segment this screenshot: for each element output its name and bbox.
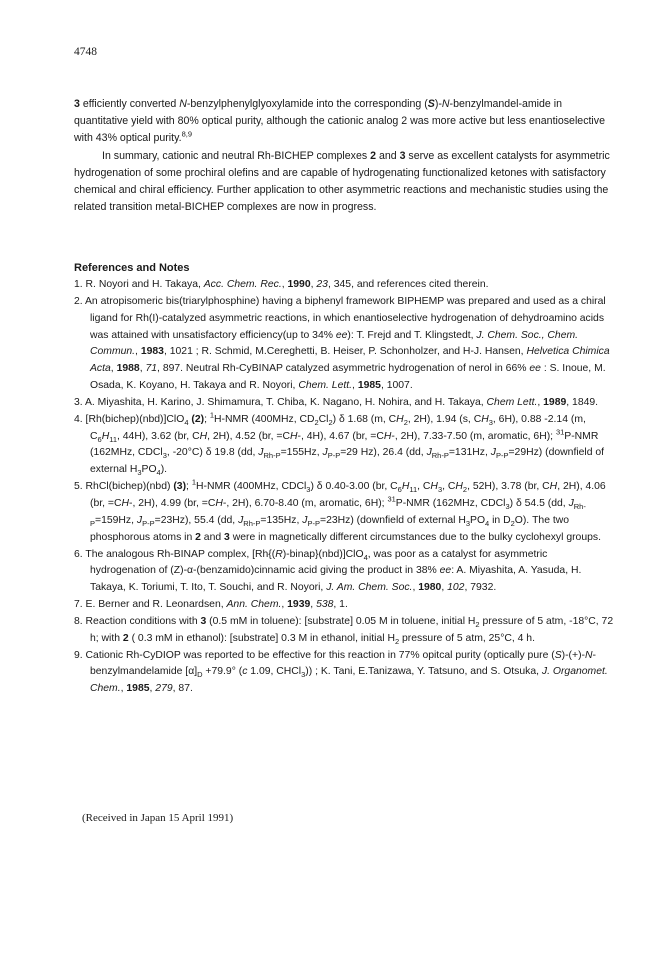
reference-item: 7. E. Berner and R. Leonardsen, Ann. Chem., 1939, 538, 1. bbox=[74, 599, 348, 611]
reference-item: 9. Cationic Rh-CyDIOP was reported to be effective for this reaction in 77% opitcal purity (optically pure (S)-(+)-N-benzylmandelamide $[\alpha]_D +79.9^\circ$ (c 1.09, CHCl$_3$)) ; K. Tani, E.Tanizawa, Y. Tatsuno, and S. Otsuka, J. Organomet. Chem., 1985, 279, 87. bbox=[74, 649, 608, 695]
reference-list bbox=[74, 277, 614, 698]
paragraph: In summary, cationic and neutral Rh-BICHEP complexes 2 and 3 serve as excellent catalysts for asymmetric hydrogenation of some prochiral olefins and are capable of hydrogenating functionalized ketones with satisfactory chemical and chiral efficiency. Further application to other asymmetric reactions and mechanistic studies using the related transition metal-BICHEP complexes are now in progress. bbox=[74, 149, 610, 214]
references-heading: References and Notes bbox=[74, 262, 190, 274]
page-number: 4748 bbox=[74, 46, 97, 58]
reference-item: 3. A. Miyashita, H. Karino, J. Shimamura, T. Chiba, K. Nagano, H. Nohira, and H. Takaya, Chem Lett., 1989, 1849. bbox=[74, 396, 599, 408]
body-text bbox=[74, 96, 614, 216]
reference-item: 1. R. Noyori and H. Takaya, Acc. Chem. Rec., 1990, 23, 345, and references cited therein. bbox=[74, 279, 489, 290]
reference-item: 6. The analogous Rh-BINAP complex, [Rh{(R)-binap}(nbd)]ClO$_4$, was poor as a catalyst for asymmetric hydrogenation of (Z)-α-(benzamido)cinnamic acid giving the product in 38% ee: A. Miyashita, A. Yasuda, H. Takaya, K. Toriumi, T. Ito, T. Souchi, and R. Noyori, J. Am. Chem. Soc., 1980, 102, 7932. bbox=[74, 548, 582, 594]
reference-item: 5. RhCl(bichep)(nbd) (3); $^1$H-NMR (400MHz, CDCl$_3$) δ 0.40-3.00 (br, $C_6H_{11}$, $CH_3$, $CH_2$, 52H), 3.78 (br, CH, 2H), 4.06 (br, =CH-, 2H), 4.99 (br, =CH-, 2H), 6.70-8.40 (m, aromatic, 6H); $^{31}$P-NMR (162MHz, CDCl$_3$) δ 54.5 (dd, $J_{Rh-P}=159Hz$, $J_{P-P}=23Hz$), 55.4 (dd, $J_{Rh-P}=135Hz$, $J_{P-P}=23Hz$) (downfield of external $H_3PO_4$ in $D_2O$). The two phosphorous atoms in 2 and 3 were in magnetically different circumstances due to the bulky cyclohexyl groups. bbox=[74, 477, 606, 543]
received-date: (Received in Japan 15 April 1991) bbox=[82, 812, 234, 824]
paragraph: 3 efficiently converted N-benzylphenylglyoxylamide into the corresponding (S)-N-benzylmandel-amide in quantitative yield with 80% optical purity, although the cationic analog 2 was more active but less enantioselective with 43% optical purity.$^{8,9}$ bbox=[74, 98, 605, 145]
reference-item: 8. Reaction conditions with 3 (0.5 mM in toluene): [substrate] 0.05 M in toluene, initial $H_2$ pressure of 5 atm, -18°C, 72 h; with 2 ( 0.3 mM in ethanol): [substrate] 0.3 M in ethanol, initial $H_2$ pressure of 5 atm, 25°C, 4 h. bbox=[74, 615, 614, 646]
reference-item: 2. An atropisomeric bis(triarylphosphine) having a biphenyl framework BIPHEMP was prepared and used as a chiral ligand for Rh(I)-catalyzed asymmetric reactions, in which enantioselective hydrogenation of dehydroamino acids was attained with unsatisfactory efficiency(up to 34% ee): T. Frejd and T. Klingstedt, J. Chem. Soc., Chem. Commun., 1983, 1021 ; R. Schmid, M.Cereghetti, B. Heiser, P. Schonholzer, and H-J. Hansen, Helvetica Chimica Acta, 1988, 71, 897. Neutral Rh-CyBINAP catalyzed asymmetric hydrogenation of nerol in 66% ee : S. Inoue, M. Osada, K. Koyano, H. Takaya and R. Noyori, Chem. Lett., 1985, 1007. bbox=[74, 295, 610, 392]
reference-item: 4. [Rh(bichep)(nbd)]ClO$_4$ (2); $^1$H-NMR (400MHz, $CD_2Cl_2$) δ 1.68 (m, $CH_2$, 2H), 1.94 (s, $CH_3$, 6H), 0.88 -2.14 (m, $C_6H_{11}$, 44H), 3.62 (br, CH, 2H), 4.52 (br, =CH-, 4H), 4.67 (br, =CH-, 2H), 7.33-7.50 (m, aromatic, 6H); $^{31}$P-NMR (162MHz, CDCl$_3$, -20°C) δ 19.8 (dd, $J_{Rh-P}=155Hz$, $J_{P-P}=29$ Hz), 26.4 (dd, $J_{Rh-P}=131Hz$, $J_{P-P}=29Hz$) (downfield of external $H_3PO_4$). bbox=[74, 410, 605, 478]
